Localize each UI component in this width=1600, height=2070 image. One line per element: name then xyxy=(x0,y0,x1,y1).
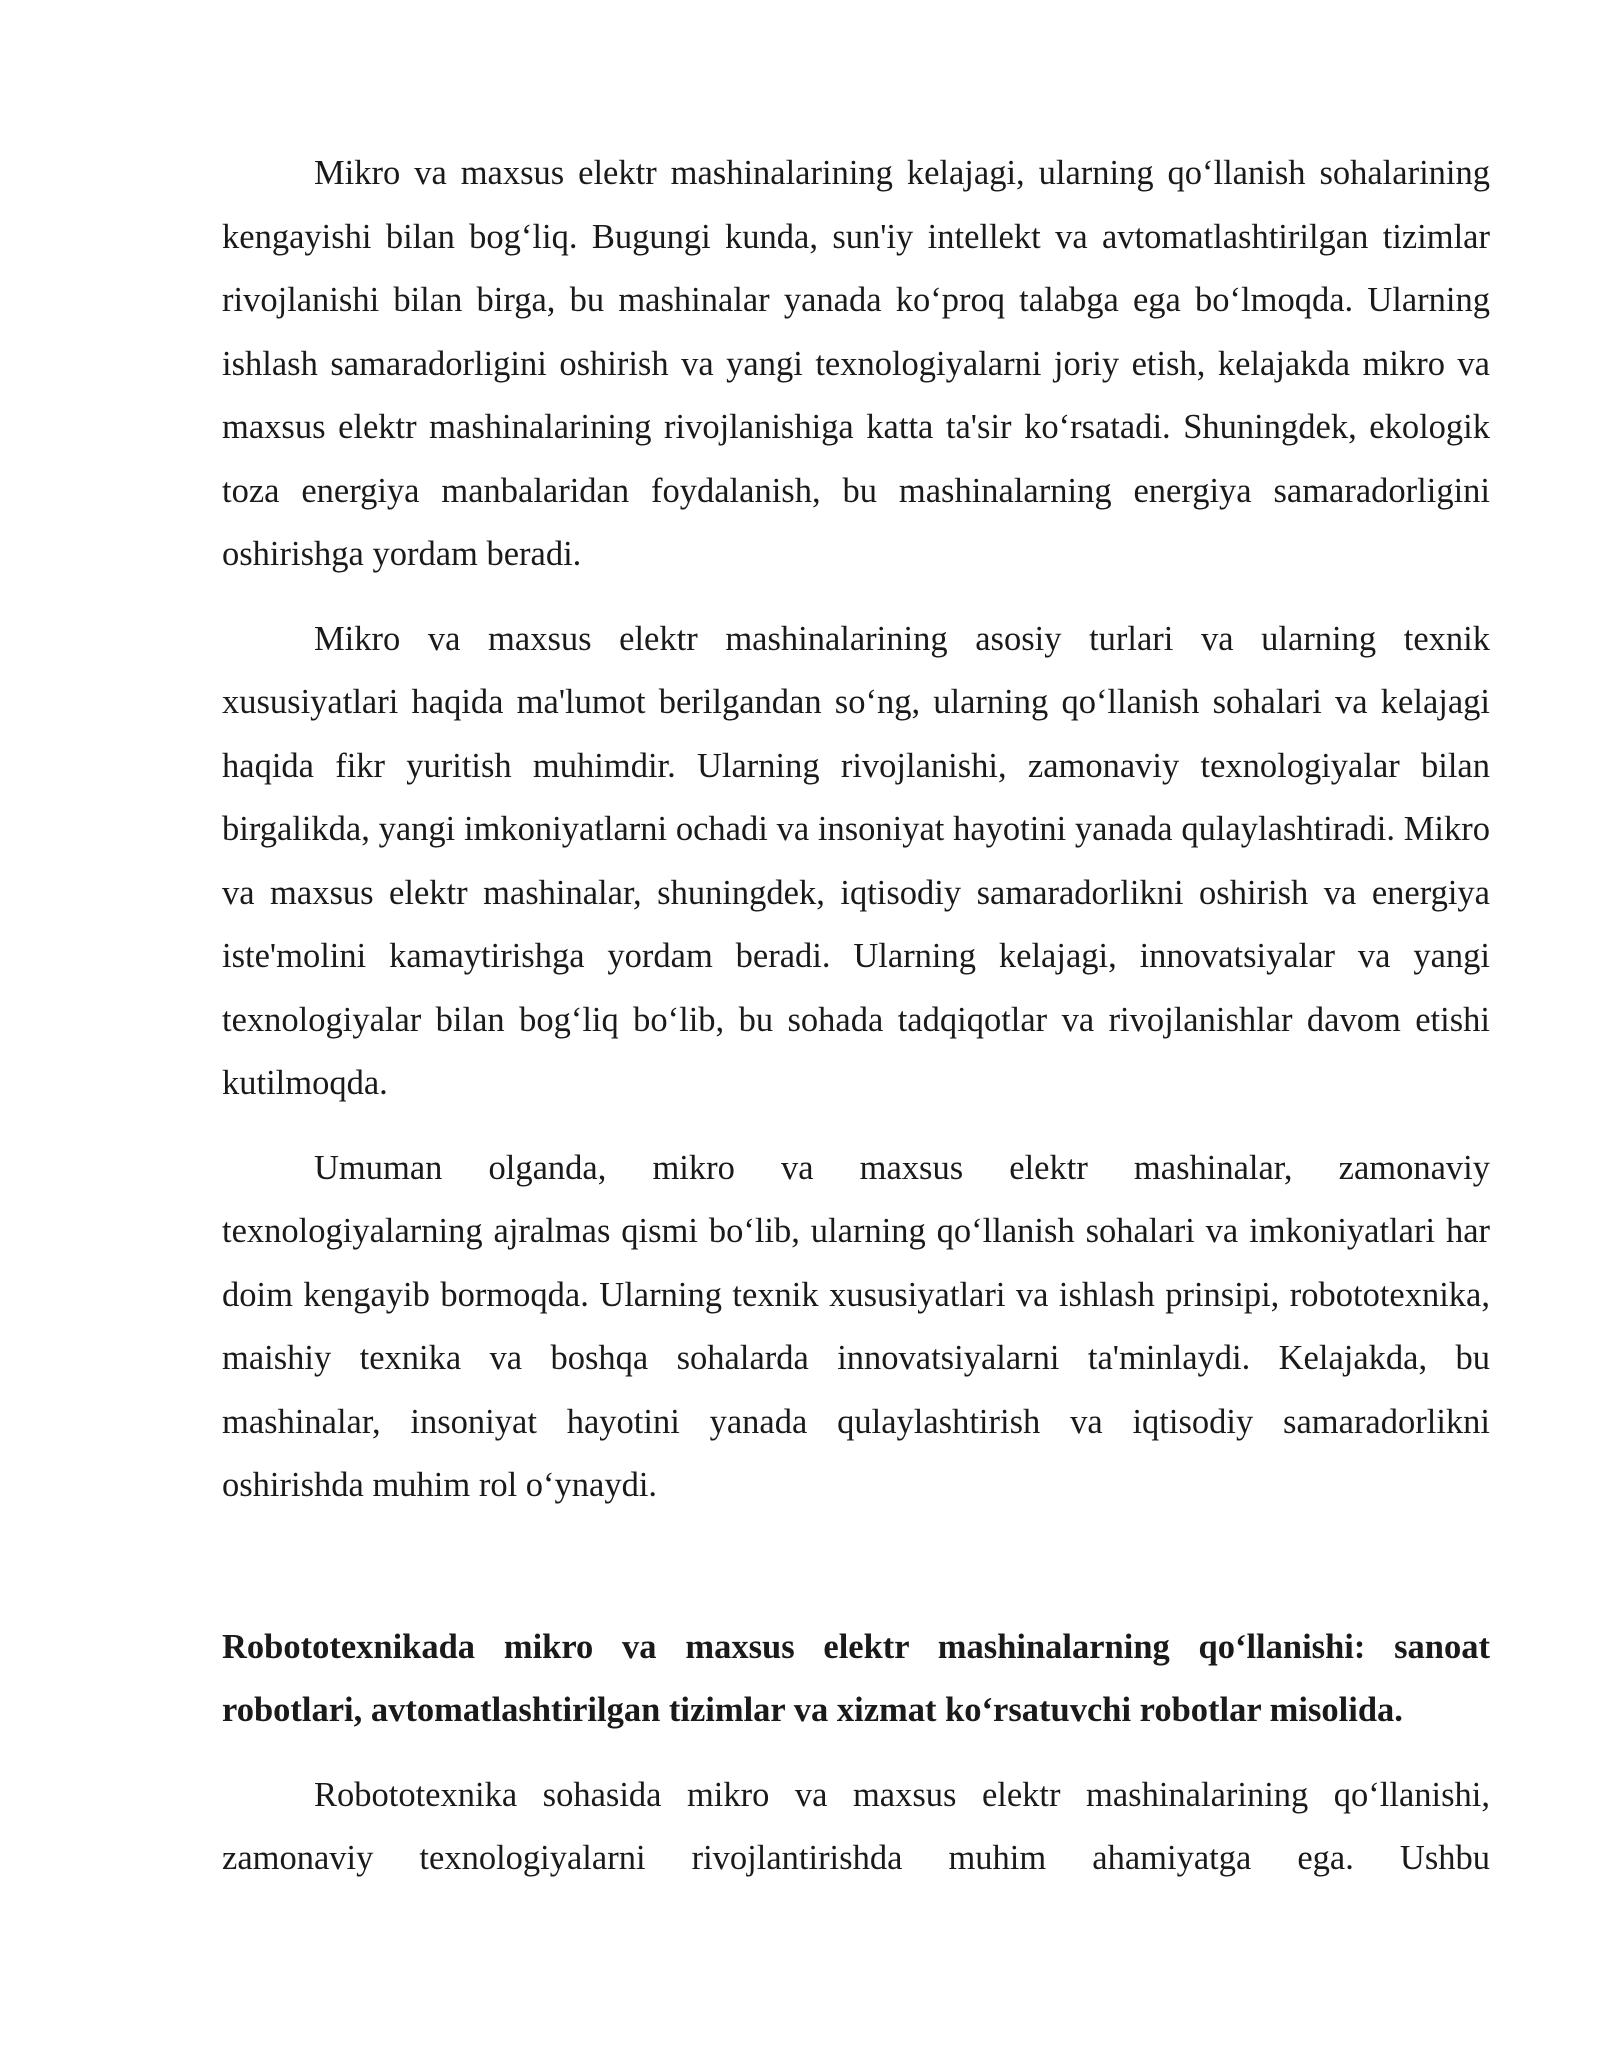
paragraph-types-and-features: Mikro va maxsus elektr mashinalarining asosiy turlari va ularning texnik xususiyatlari haqida ma'lumot berilgandan so‘ng, ularning qo‘llanish sohalari va kelajagi haqida fikr yuritish muhimdir. Ularning rivojlanishi, zamonaviy texnologiyalar bilan birgalikda, yangi imkoniyatlarni ochadi va insoniyat hayotini yanada qulaylashtiradi. Mikro va maxsus elektr mashinalar, shuningdek, iqtisodiy samaradorlikni oshirish va energiya iste'molini kamaytirishga yordam beradi. Ularning kelajagi, innovatsiyalar va yangi texnologiyalar bilan bog‘liq bo‘lib, bu sohada tadqiqotlar va rivojlanishlar davom etishi kutilmoqda. xyxy=(222,619,1490,1102)
paragraph-robotics-intro: Robototexnika sohasida mikro va maxsus elektr mashinalarining qo‘llanishi, zamonaviy texnologiyalarni rivojlantirishda muhim ahamiyatga ega. Ushbu xyxy=(222,1775,1490,1877)
document-page xyxy=(222,142,1490,1912)
section-heading: Robototexnikada mikro va maxsus elektr mashinalarning qo‘llanishi: sanoat robotlari, avtomatlashtirilgan tizimlar va xizmat ko‘rsatuvchi robotlar misolida. xyxy=(222,1627,1490,1729)
paragraph-summary: Umuman olganda, mikro va maxsus elektr mashinalar, zamonaviy texnologiyalarning ajralmas qismi bo‘lib, ularning qo‘llanish sohalari va imkoniyatlari har doim kengayib bormoqda. Ularning texnik xususiyatlari va ishlash prinsipi, robototexnika, maishiy texnika va boshqa sohalarda innovatsiyalarni ta'minlaydi. Kelajakda, bu mashinalar, insoniyat hayotini yanada qulaylashtirish va iqtisodiy samaradorlikni oshirishda muhim rol o‘ynaydi. xyxy=(222,1148,1490,1504)
paragraph-future-of-machines: Mikro va maxsus elektr mashinalarining kelajagi, ularning qo‘llanish sohalarining kengayishi bilan bog‘liq. Bugungi kunda, sun'iy intellekt va avtomatlashtirilgan tizimlar rivojlanishi bilan birga, bu mashinalar yanada ko‘proq talabga ega bo‘lmoqda. Ularning ishlash samaradorligini oshirish va yangi texnologiyalarni joriy etish, kelajakda mikro va maxsus elektr mashinalarining rivojlanishiga katta ta'sir ko‘rsatadi. Shuningdek, ekologik toza energiya manbalaridan foydalanish, bu mashinalarning energiya samaradorligini oshirishga yordam beradi. xyxy=(222,154,1490,573)
